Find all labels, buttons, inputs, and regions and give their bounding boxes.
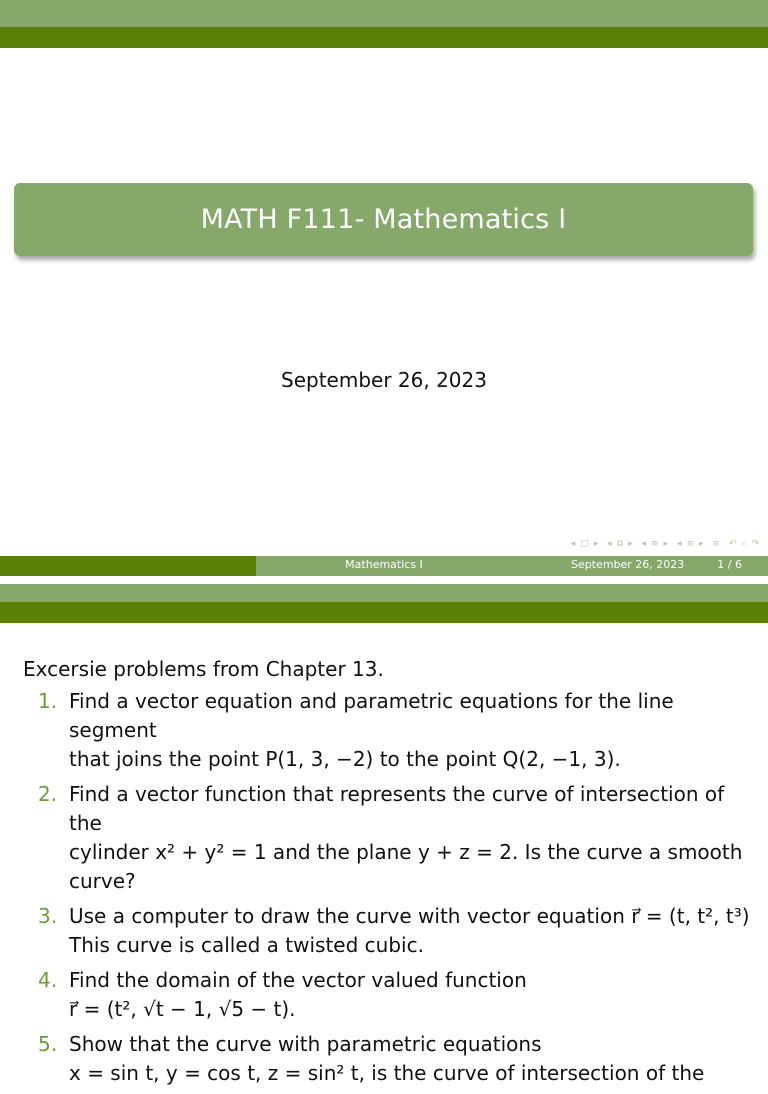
nav-section-icon[interactable]: ≡ <box>651 539 660 549</box>
item-text <box>69 966 758 1024</box>
item-text <box>69 687 758 774</box>
nav-back-icon[interactable]: ↶ <box>728 539 738 549</box>
header-bar-light <box>0 584 768 602</box>
item-line: Find a vector function that represents the curve of intersection of the <box>69 782 725 835</box>
list-item <box>38 902 758 960</box>
slide-title: MATH F111- Mathematics I <box>200 204 567 235</box>
footer-date: September 26, 2023 <box>571 558 685 571</box>
intro-text: Excersie problems from Chapter 13. <box>23 657 384 681</box>
list-item <box>38 1030 758 1088</box>
nav-next-frame-icon[interactable]: ▸ <box>593 539 600 549</box>
item-line: x = sin t, y = cos t, z = sin² t, is the curve of intersection of the <box>69 1061 705 1085</box>
nav-subsection-icon[interactable]: ⧉ <box>616 539 625 549</box>
item-line: This curve is called a twisted cubic. <box>69 933 424 957</box>
header-bar-light <box>0 0 768 27</box>
item-text <box>69 902 758 960</box>
item-line: Find a vector equation and parametric equations for the line segment <box>69 689 674 742</box>
item-line: curve? <box>69 869 136 893</box>
nav-search-icon[interactable]: ⌕ <box>741 539 748 549</box>
slide-date: September 26, 2023 <box>281 368 487 392</box>
header-bar-dark <box>0 27 768 48</box>
nav-prev-subsection-icon[interactable]: ◂ <box>607 539 613 549</box>
problem-list <box>38 687 758 1094</box>
navigation-controls[interactable] <box>567 539 760 549</box>
nav-prev-doc-icon[interactable]: ◂ <box>676 539 683 549</box>
item-number: 3. <box>38 904 58 928</box>
item-line: that joins the point P(1, 3, −2) to the point Q(2, −1, 3). <box>69 747 621 771</box>
item-number: 1. <box>38 689 58 713</box>
nav-prev-frame-icon[interactable]: ◂ <box>570 539 577 549</box>
exercise-slide <box>0 584 768 1085</box>
nav-prev-section-icon[interactable]: ◂ <box>641 539 647 549</box>
title-box <box>14 183 753 256</box>
list-item <box>38 780 758 896</box>
footer-date-block <box>512 556 742 576</box>
item-text <box>69 1030 758 1088</box>
list-item <box>38 966 758 1024</box>
nav-next-section-icon[interactable]: ▸ <box>663 539 670 549</box>
footer-author-block <box>0 556 256 576</box>
nav-next-subsection-icon[interactable]: ▸ <box>628 539 634 549</box>
header-bar-dark <box>0 602 768 623</box>
footer-page-number: 1 / 6 <box>717 558 742 571</box>
nav-next-doc-icon[interactable]: ▸ <box>699 539 705 549</box>
nav-toc-icon[interactable]: ≡ <box>712 539 721 549</box>
item-number: 5. <box>38 1032 58 1056</box>
nav-forward-icon[interactable]: ↷ <box>751 539 760 549</box>
item-line: r⃗ = (t², √t − 1, √5 − t). <box>69 997 296 1021</box>
item-text <box>69 780 758 896</box>
item-line: Show that the curve with parametric equations <box>69 1032 542 1056</box>
item-line: Use a computer to draw the curve with vector equation r⃗ = (t, t², t³) <box>69 904 750 928</box>
item-number: 2. <box>38 782 58 806</box>
nav-frame-icon[interactable]: □ <box>580 539 590 549</box>
item-line: Find the domain of the vector valued function <box>69 968 527 992</box>
footer-bar <box>0 556 768 576</box>
list-item <box>38 687 758 774</box>
item-line: cylinder x² + y² = 1 and the plane y + z = 2. Is the curve a smooth <box>69 840 743 864</box>
footer-title: Mathematics I <box>345 558 423 571</box>
nav-doc-icon[interactable]: ≡ <box>686 539 696 549</box>
item-number: 4. <box>38 968 58 992</box>
